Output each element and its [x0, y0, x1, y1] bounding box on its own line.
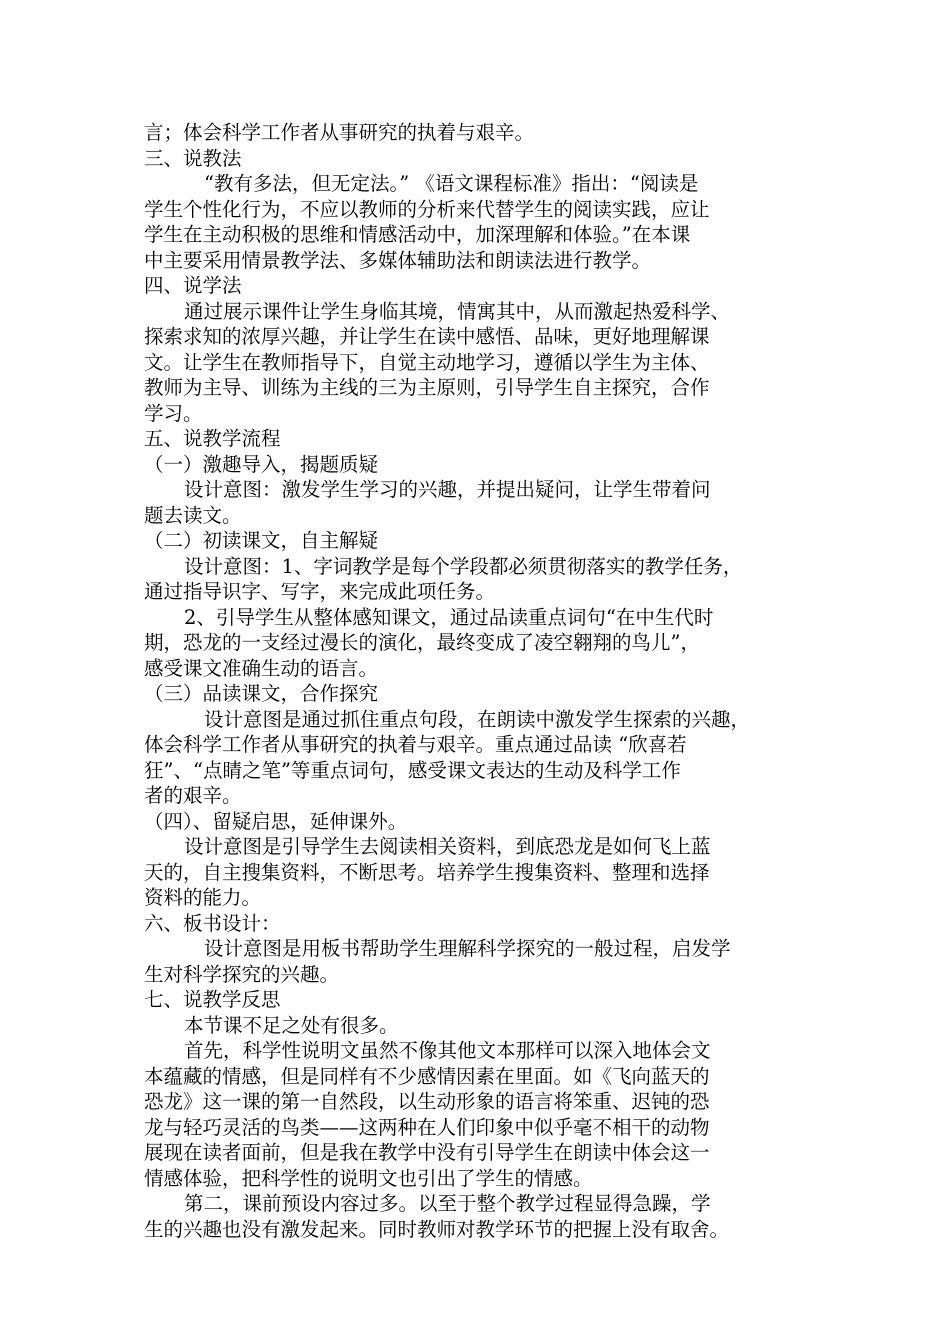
text-line: 本蕴藏的情感，但是同样有不少感情因素在里面。如《飞向蓝天的	[144, 1064, 710, 1088]
text-line: 学生在主动积极的思维和情感活动中，加深理解和体验。”在本课	[144, 223, 691, 246]
text-line: 题去读文。	[144, 503, 242, 527]
text-line: 展现在读者面前，但是我在教学中没有引导学生在朗读中体会这一	[144, 1141, 710, 1164]
text-line: 六、板书设计：	[144, 911, 281, 935]
text-line: 设计意图是引导学生去阅读相关资料，到底恐龙是如何飞上蓝	[184, 835, 711, 858]
text-line: 天的，自主搜集资料，不断思考。培养学生搜集资料、整理和选择	[144, 860, 710, 884]
text-line: 生的兴趣也没有激发起来。同时教师对教学环节的把握上没有取舍。	[144, 1217, 730, 1241]
text-line: 设计意图：1、字词教学是每个学段都必须贯彻落实的教学任务，	[184, 554, 743, 578]
text-line: 学生个性化行为，不应以教师的分析来代替学生的阅读实践，应让	[144, 197, 710, 221]
text-line: 四、说学法	[144, 274, 242, 297]
text-line: 首先，科学性说明文虽然不像其他文本那样可以深入地体会文	[184, 1039, 711, 1062]
text-line: 探索求知的浓厚兴趣，并让学生在读中感悟、品味，更好地理解课	[144, 325, 710, 348]
text-line: 情感体验，把科学性的说明文也引出了学生的情感。	[144, 1166, 593, 1190]
text-line: 设计意图：激发学生学习的兴趣，并提出疑问，让学生带着问	[184, 478, 711, 501]
text-line: 设计意图是通过抓住重点句段，在朗读中激发学生探索的兴趣，	[204, 707, 751, 731]
text-line: 体会科学工作者从事研究的执着与艰辛。重点通过品读 “欣喜若	[144, 733, 687, 756]
text-line: 期，恐龙的一支经过漫长的演化，最终变成了凌空翱翔的鸟儿”，	[144, 631, 700, 654]
text-line: 文。让学生在教师指导下，自觉主动地学习，遵循以学生为主体、	[144, 350, 710, 374]
text-line: 资料的能力。	[144, 886, 262, 909]
text-line: 设计意图是用板书帮助学生理解科学探究的一般过程，启发学	[204, 937, 731, 960]
text-line: 五、说教学流程	[144, 427, 281, 450]
text-line: 三、说教法	[144, 146, 242, 170]
text-line: （一）激趣导入，揭题质疑	[144, 452, 379, 476]
text-line: 2、引导学生从整体感知课文，通过品读重点词句“在中生代时	[184, 605, 714, 629]
text-line: 学习。	[144, 401, 203, 425]
text-line: 本节课不足之处有很多。	[184, 1013, 399, 1037]
text-line: 通过指导识字、写字，来完成此项任务。	[144, 580, 496, 603]
text-line: 者的艰辛。	[144, 784, 242, 807]
text-line: 恐龙》这一课的第一自然段，以生动形象的语言将笨重、迟钝的恐	[144, 1090, 710, 1113]
text-line: （四）、留疑启思，延伸课外。	[144, 809, 408, 833]
text-line: 教师为主导、训练为主线的三为主原则，引导学生自主探究，合作	[144, 376, 710, 399]
text-line: （三）品读课文，合作探究	[144, 682, 379, 705]
text-line: 龙与轻巧灵活的鸟类——这两种在人们印象中似乎毫不相干的动物	[144, 1115, 710, 1139]
text-line: 感受课文准确生动的语言。	[144, 656, 379, 680]
text-line: 言；体会科学工作者从事研究的执着与艰辛。	[144, 121, 535, 144]
text-line: （二）初读课文，自主解疑	[144, 529, 379, 552]
document-body	[144, 120, 820, 1242]
text-line: “教有多法，但无定法。” 《语文课程标准》指出：“阅读是	[204, 172, 699, 195]
text-line: 第二，课前预设内容过多。以至于整个教学过程显得急躁，学	[184, 1192, 711, 1215]
text-line: 生对科学探究的兴趣。	[144, 962, 340, 986]
text-line: 七、说教学反思	[144, 988, 281, 1011]
text-line: 通过展示课件让学生身临其境，情寓其中，从而激起热爱科学、	[184, 299, 731, 323]
text-line: 中主要采用情景教学法、多媒体辅助法和朗读法进行教学。	[144, 248, 652, 272]
text-line: 狂”、“点睛之笔”等重点词句，感受课文表达的生动及科学工作	[144, 758, 681, 782]
